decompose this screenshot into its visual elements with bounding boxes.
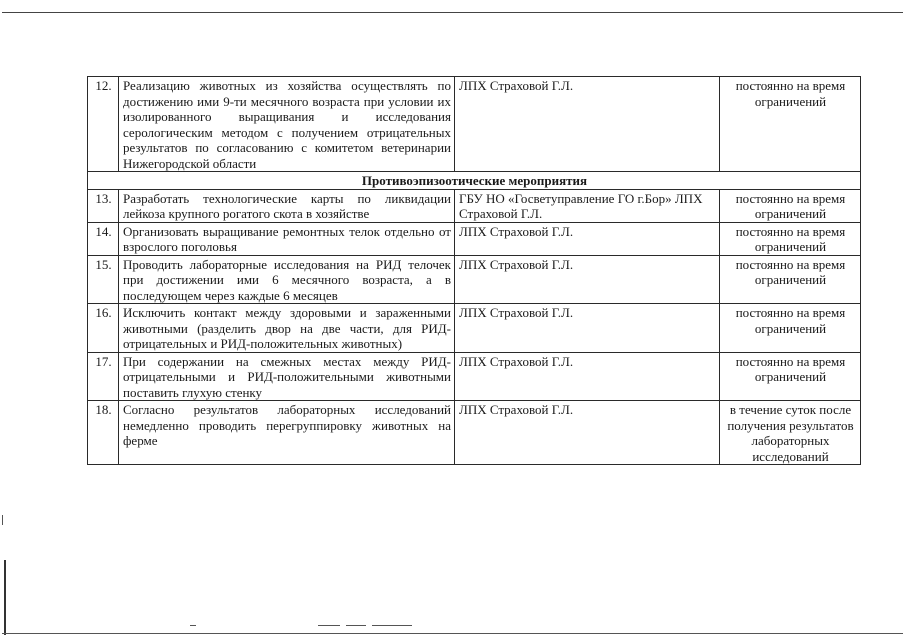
scan-mark	[2, 515, 3, 525]
measure-description: Реализацию животных из хозяйства осуществлять по достижению ими 9-ти месячного возраста при условии их изолированного выращивания и исследования серологическим методом с получением отрицательных результатов по согласованию с комитетом ветеринарии Нижегородской области	[119, 77, 455, 172]
section-row	[88, 172, 861, 190]
execution-term: постоянно на время ограничений	[720, 222, 861, 255]
row-number: 12.	[88, 77, 119, 172]
section-title: Противоэпизоотические мероприятия	[88, 172, 861, 190]
table-body-before	[88, 77, 861, 172]
scan-mark	[318, 625, 340, 626]
table-row	[88, 77, 861, 172]
table-body-after	[88, 189, 861, 465]
responsible-party: ЛПХ Страховой Г.Л.	[455, 304, 720, 353]
row-number: 18.	[88, 401, 119, 465]
measure-description: Исключить контакт между здоровыми и зараженными животными (разделить двор на две части, для РИД-отрицательных и РИД-положительных животных)	[119, 304, 455, 353]
table-row	[88, 352, 861, 401]
table-row	[88, 401, 861, 465]
row-number: 17.	[88, 352, 119, 401]
responsible-party: ГБУ НО «Госветуправление ГО г.Бор» ЛПХ Страховой Г.Л.	[455, 189, 720, 222]
measure-description: Согласно результатов лабораторных исследований немедленно проводить перегруппировку животных на ферме	[119, 401, 455, 465]
execution-term: постоянно на время ограничений	[720, 352, 861, 401]
measure-description: Организовать выращивание ремонтных телок отдельно от взрослого поголовья	[119, 222, 455, 255]
measures-table	[87, 76, 861, 465]
row-number: 14.	[88, 222, 119, 255]
row-number: 15.	[88, 255, 119, 304]
table-row	[88, 255, 861, 304]
page-top-border	[2, 12, 903, 13]
execution-term: постоянно на время ограничений	[720, 77, 861, 172]
row-number: 16.	[88, 304, 119, 353]
table-row	[88, 222, 861, 255]
scan-mark	[190, 625, 196, 626]
scan-mark	[346, 625, 366, 626]
scan-mark	[4, 560, 6, 635]
execution-term: постоянно на время ограничений	[720, 304, 861, 353]
responsible-party: ЛПХ Страховой Г.Л.	[455, 401, 720, 465]
row-number: 13.	[88, 189, 119, 222]
execution-term: в течение суток после получения результатов лабораторных исследований	[720, 401, 861, 465]
measure-description: При содержании на смежных местах между РИД-отрицательными и РИД-положительными животными поставить глухую стенку	[119, 352, 455, 401]
table-row	[88, 304, 861, 353]
execution-term: постоянно на время ограничений	[720, 189, 861, 222]
table-row	[88, 189, 861, 222]
responsible-party: ЛПХ Страховой Г.Л.	[455, 77, 720, 172]
measure-description: Разработать технологические карты по ликвидации лейкоза крупного рогатого скота в хозяйстве	[119, 189, 455, 222]
measure-description: Проводить лабораторные исследования на РИД телочек при достижении ими 6 месячного возраста, а в последующем через каждые 6 месяцев	[119, 255, 455, 304]
responsible-party: ЛПХ Страховой Г.Л.	[455, 352, 720, 401]
execution-term: постоянно на время ограничений	[720, 255, 861, 304]
responsible-party: ЛПХ Страховой Г.Л.	[455, 255, 720, 304]
responsible-party: ЛПХ Страховой Г.Л.	[455, 222, 720, 255]
scan-mark	[372, 625, 412, 626]
page-bottom-border	[2, 633, 903, 634]
